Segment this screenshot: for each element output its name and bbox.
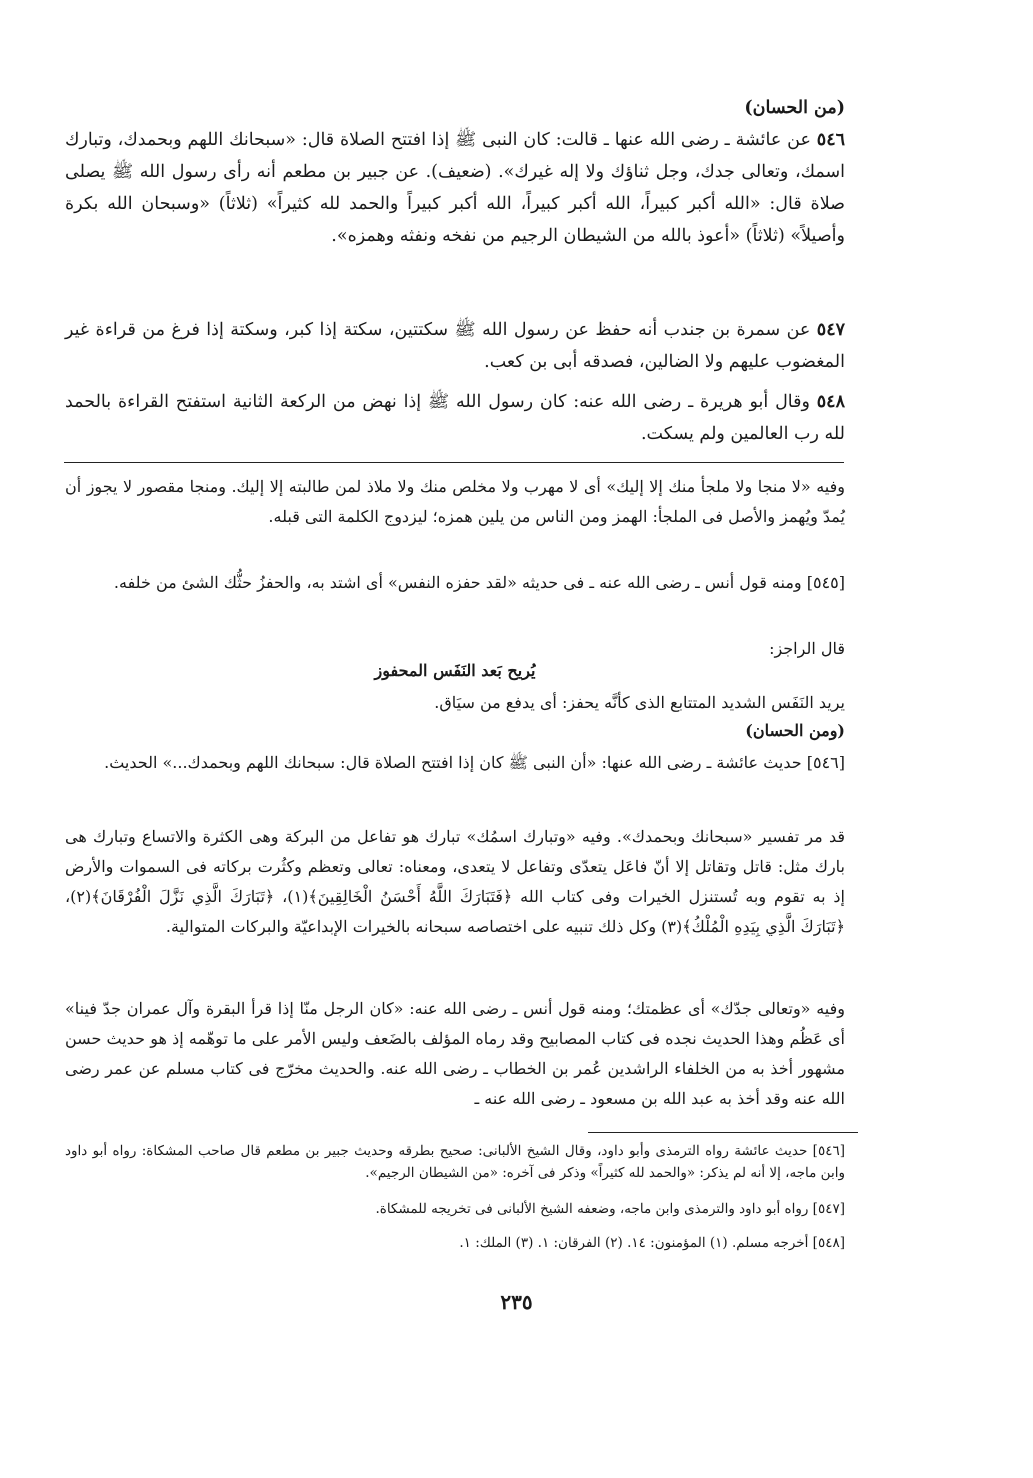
hadith-number: ٥٤٨ [816,392,845,412]
verse-explanation: يريد النَفَس الشديد المتتابع الذى كأنَّه يحفز: أى يدفع من سيَاق. [434,693,845,712]
commentary-546: [٥٤٦] حديث عائشة ـ رضى الله عنها: «أن النبى ﷺ كان إذا افتتح الصلاة قال: سبحانك اللهم وبحمدك...» الحديث. [104,753,845,772]
hadith-548 [65,386,845,450]
hadith-text: وقال أبو هريرة ـ رضى الله عنه: كان رسول الله ﷺ إذا نهض من الركعة الثانية استفتح القراءة بالحمد لله رب العالمين ولم يسكت. [65,392,845,444]
commentary-jadd: وفيه «وتعالى جدّك» أى عظمتك؛ ومنه قول أنس ـ رضى الله عنه: «كان الرجل منّا إذا قرأ البقرة وآل عمران جدّ فينا» أى عَظُم وهذا الحديث نجده فى كتاب المصابيح وقد رماه المؤلف بالضَعف وليس الأمر على ما توهّمه إذ هو حديث حسن مشهور أخذ به من الخلفاء الراشدين عُمر بن الخطاب ـ رضى الله عنه. والحديث مخرّج فى كتاب مسلم عن عمر رضى الله عنه وقد أخذ به عبد الله بن مسعود ـ رضى الله عنه ـ [65,999,845,1108]
footnote-548: [٥٤٨] أخرجه مسلم. (١) المؤمنون: ١٤. (٢) الفرقان: ١. (٣) الملك: ١. [459,1235,845,1251]
footnote-divider [588,1132,858,1133]
hadith-546 [65,124,845,252]
footnote-546: [٥٤٦] حديث عائشة رواه الترمذى وأبو داود، وقال الشيخ الألبانى: صحيح بطرقه وحديث جبير بن مطعم قال صاحب المشكاة: رواه أبو داود وابن ماجه، إلا أنه لم يذكر: «والحمد لله كثيراً» وذكر فى آخره: «من الشيطان الرجيم». [65,1143,845,1181]
verse-line: يُريح بَعد النَفَس المحفوز [374,661,536,680]
hadith-text: عن عائشة ـ رضى الله عنها ـ قالت: كان النبى ﷺ إذا افتتح الصلاة قال: «سبحانك اللهم وبحمدك، وتبارك اسمك، وتعالى جدك، وجل ثناؤك ولا إله غيرك». (ضعيف). عن جبير بن مطعم أنه رأى رسول الله ﷺ يصلى صلاة قال: «الله أكبر كبيراً، الله أكبر كبيراً، الله أكبر كبيراً والحمد لله كثيراً» (ثلاثاً) «وسبحان الله بكرة وأصيلاً» (ثلاثاً) «أعوذ بالله من الشيطان الرجيم من نفخه ونفثه وهمزه». [65,130,845,246]
page-number: ٢٣٥ [500,1290,533,1314]
hadith-547 [65,314,845,378]
commentary-paragraph: وفيه «لا منجا ولا ملجأ منك إلا إليك» أى لا مهرب ولا مخلص منك ولا ملاذ لمن طالبته إلا إليك. ومنجا مقصور لا يجوز أن يُمدّ ويُهمز والأصل فى الملجأ: الهمز ومن الناس من يلين همزه؛ ليزدوج الكلمة التى قبله. [65,477,845,526]
hadith-number: ٥٤٧ [816,320,845,340]
commentary-545: [٥٤٥] ومنه قول أنس ـ رضى الله عنه ـ فى حديثه «لقد حفزه النفس» أى اشتد به، والحفزُ حثُّك الشئ من خلفه. [113,573,845,592]
subheading: (ومن الحسان) [745,721,845,740]
hadith-text: عن سمرة بن جندب أنه حفظ عن رسول الله ﷺ سكتتين، سكتة إذا كبر، وسكتة إذا فرغ من قراءة غير المغضوب عليهم ولا الضالين، فصدقه أبى بن كعب. [65,320,845,372]
section-heading: (من الحسان) [744,98,845,118]
raajiz-label: قال الراجز: [769,639,845,658]
commentary-tabarak: قد مر تفسير «سبحانك وبحمدك». وفيه «وتبارك اسمُك» تبارك هو تفاعل من البركة وهى الكثرة والاتساع وتبارك هى بارك مثل: قاتل وتقاتل إلا أنّ فاعَل يتعدّى وتفاعل لا يتعدى، ومعناه: تعالى وتعظم وكثُرت بركاته فى السموات والأرض إذ به تقوم وبه تُستنزل الخيرات وفى كتاب الله ﴿فَتَبَارَكَ اللَّهُ أَحْسَنُ الْخَالِقِينَ﴾(١)، ﴿تَبَارَكَ الَّذِي نَزَّلَ الْفُرْقَانَ﴾(٢)، ﴿تَبَارَكَ الَّذِي بِيَدِهِ الْمُلْكُ﴾(٣) وكل ذلك تنبيه على اختصاصه سبحانه بالخيرات الإبداعيّة والبركات المتوالية. [65,827,846,936]
section-divider [64,462,844,463]
hadith-number: ٥٤٦ [816,130,845,150]
footnote-547: [٥٤٧] رواه أبو داود والترمذى وابن ماجه، وضعفه الشيخ الألبانى فى تخريجه للمشكاة. [375,1201,845,1217]
